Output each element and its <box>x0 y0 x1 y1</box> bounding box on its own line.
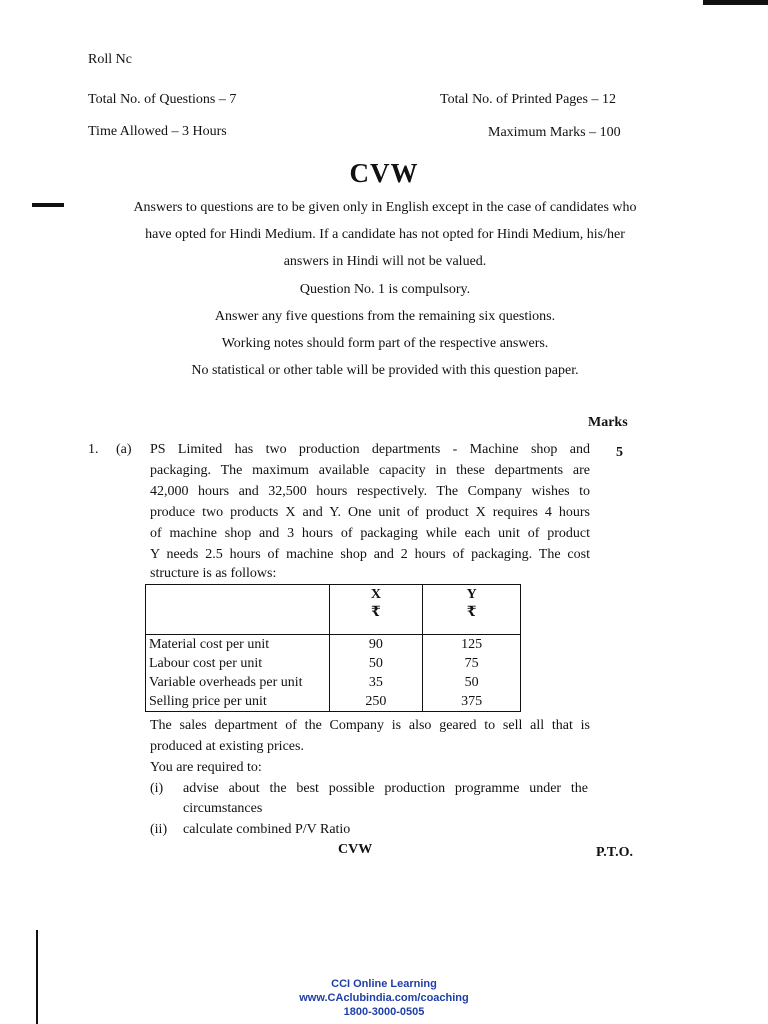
scan-edge-mark <box>703 0 768 5</box>
question-part: (a) <box>116 442 132 457</box>
instruction-line: answers in Hindi will not be valued. <box>283 254 487 269</box>
table-row <box>146 692 521 712</box>
sub-item-text: advise about the best possible production programme under the <box>183 781 588 796</box>
question-text-line: The sales department of the Company is also geared to sell all that is <box>150 718 590 733</box>
question-text-line: packaging. The maximum available capacity in these departments are <box>150 463 590 478</box>
marks-column-header: Marks <box>588 415 628 430</box>
row-value-y: 75 <box>423 654 521 673</box>
table-corner-cell <box>146 585 330 635</box>
table-header-y: Y <box>423 585 521 607</box>
cost-structure-table <box>145 584 521 712</box>
instruction-line: have opted for Hindi Medium. If a candidate has not opted for Hindi Medium, his/her <box>145 227 625 242</box>
instruction-line: Answers to questions are to be given only in English except in the case of candidates who <box>133 200 637 215</box>
question-text-line: structure is as follows: <box>150 566 277 581</box>
question-text-line: Y needs 2.5 hours of machine shop and 2 hours of packaging. The cost <box>150 547 590 562</box>
row-value-x: 90 <box>329 635 423 655</box>
table-row <box>146 673 521 692</box>
table-header-x: X <box>329 585 423 607</box>
question-marks: 5 <box>616 445 623 460</box>
sub-item-text: calculate combined P/V Ratio <box>183 822 351 837</box>
roll-no-label: Roll Nc <box>88 52 132 67</box>
time-allowed: Time Allowed – 3 Hours <box>88 124 227 139</box>
table-row <box>146 635 521 655</box>
question-text-line: produced at existing prices. <box>150 739 304 754</box>
row-value-y: 50 <box>423 673 521 692</box>
sub-item-number: (ii) <box>150 822 168 837</box>
instruction-line: No statistical or other table will be provided with this question paper. <box>191 363 579 378</box>
row-label: Selling price per unit <box>146 692 330 712</box>
question-text-line: of machine shop and 3 hours of packaging while each unit of product <box>150 526 590 541</box>
question-number: 1. <box>88 442 99 457</box>
table-row <box>146 654 521 673</box>
table-currency-x: ₹ <box>329 606 423 635</box>
row-value-y: 375 <box>423 692 521 712</box>
footer-cci-url: www.CAclubindia.com/coaching <box>299 992 469 1004</box>
instruction-line: Answer any five questions from the remaining six questions. <box>214 309 556 324</box>
footer-cci-phone: 1800-3000-0505 <box>343 1006 425 1018</box>
question-text-line: produce two products X and Y. One unit of product X requires 4 hours <box>150 505 590 520</box>
footer-paper-code: CVW <box>338 842 373 857</box>
footer-pto: P.T.O. <box>596 845 633 860</box>
total-questions: Total No. of Questions – 7 <box>88 92 237 107</box>
row-label: Material cost per unit <box>146 635 330 655</box>
instruction-line: Question No. 1 is compulsory. <box>299 282 471 297</box>
row-value-x: 250 <box>329 692 423 712</box>
paper-code-title: CVW <box>349 158 419 188</box>
row-value-x: 35 <box>329 673 423 692</box>
row-label: Variable overheads per unit <box>146 673 330 692</box>
row-value-x: 50 <box>329 654 423 673</box>
instruction-line: Working notes should form part of the respective answers. <box>221 336 549 351</box>
question-text-line: PS Limited has two production departments - Machine shop and <box>150 442 590 457</box>
row-value-y: 125 <box>423 635 521 655</box>
question-text-line: 42,000 hours and 32,500 hours respectively. The Company wishes to <box>150 484 590 499</box>
table-currency-y: ₹ <box>423 606 521 635</box>
total-pages: Total No. of Printed Pages – 12 <box>440 92 616 107</box>
maximum-marks: Maximum Marks – 100 <box>488 125 621 140</box>
row-label: Labour cost per unit <box>146 654 330 673</box>
sub-item-number: (i) <box>150 781 164 796</box>
question-text-line: You are required to: <box>150 760 262 775</box>
sub-item-text-continued: circumstances <box>183 801 263 816</box>
footer-cci-name: CCI Online Learning <box>331 978 437 990</box>
